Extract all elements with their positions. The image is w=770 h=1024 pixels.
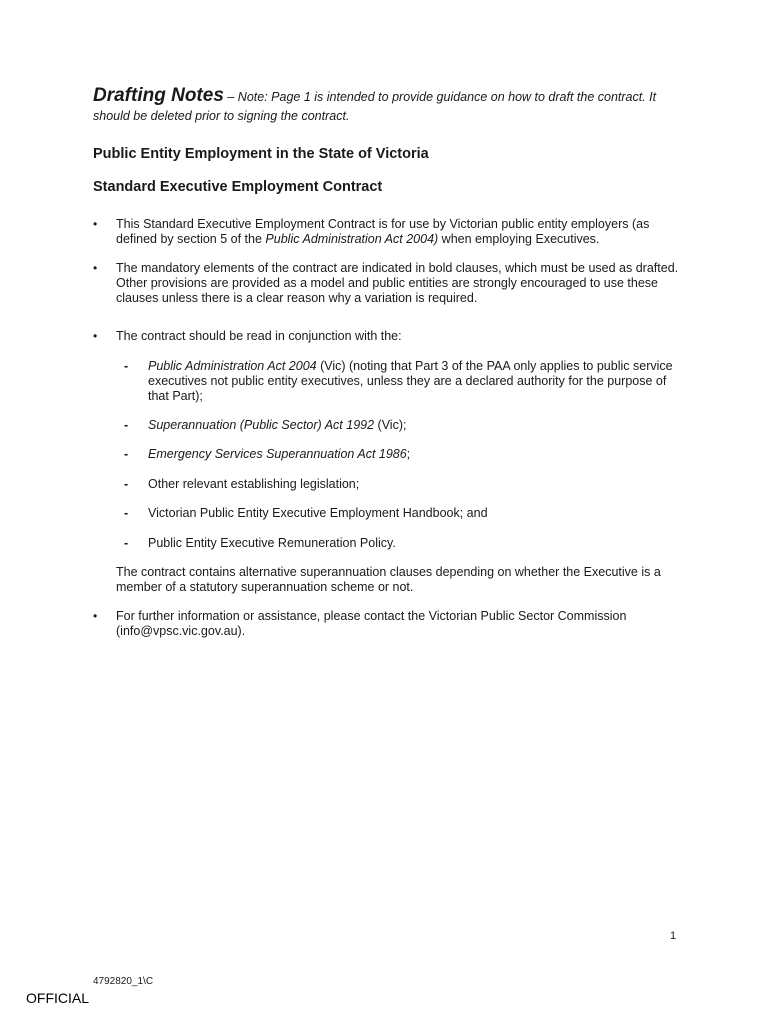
drafting-notes-text: – Note: Page 1 is intended to provide guidance on how to draft the contract. It should be deleted prior to signing the contract.	[93, 90, 657, 123]
page-number: 1	[670, 930, 677, 942]
bullet-item-contact	[93, 609, 683, 639]
sub-item-handbook	[124, 506, 684, 521]
bullet-item-mandatory	[93, 261, 683, 306]
bullet-icon: •	[93, 261, 98, 275]
bullet-text: For further information or assistance, please contact the Victorian Public Sector Commission (info@vpsc.vic.gov.au).	[116, 609, 627, 638]
drafting-notes	[93, 86, 673, 126]
sub-item-super-act	[124, 418, 684, 433]
dash-marker: -	[124, 477, 129, 491]
bullet-icon: •	[93, 217, 98, 231]
sub-item-text: Public Entity Executive Remuneration Policy.	[148, 536, 396, 550]
sub-item-text: Victorian Public Entity Executive Employment Handbook; and	[148, 506, 488, 520]
dash-marker: -	[124, 359, 129, 373]
bullet-text: This Standard Executive Employment Contract is for use by Victorian public entity employers (as defined by section 5 of the Public Administration Act 2004) when employing Executives.	[116, 217, 650, 246]
heading-entity-employment: Public Entity Employment in the State of Victoria	[93, 146, 429, 162]
bullet-icon: •	[93, 609, 98, 623]
bullet-text: The mandatory elements of the contract are indicated in bold clauses, which must be used as drafted. Other provisions are provided as a model and public entities are strongly encouraged to use these clauses unless there is a clear reason why a variation is required.	[116, 261, 679, 305]
sub-item-text: Public Administration Act 2004 (Vic) (noting that Part 3 of the PAA only applies to public service executives not public entity executives, unless they are a declared authority for the purpose of that Part);	[148, 359, 673, 403]
sub-item-text: Superannuation (Public Sector) Act 1992 (Vic);	[148, 418, 407, 432]
dash-marker: -	[124, 506, 129, 520]
sub-item-text: Other relevant establishing legislation;	[148, 477, 360, 491]
bullet-item-read-with	[93, 329, 683, 344]
dash-marker: -	[124, 447, 129, 461]
dash-marker: -	[124, 536, 129, 550]
sub-item-text: Emergency Services Superannuation Act 1986;	[148, 447, 411, 461]
dash-marker: -	[124, 418, 129, 432]
sub-item-establishing-legislation	[124, 477, 684, 492]
bullet-item-usage	[93, 217, 683, 247]
sub-item-pa-act	[124, 359, 684, 404]
bullet-text: The contract should be read in conjunction with the:	[116, 329, 402, 343]
sub-item-emergency-act	[124, 447, 684, 462]
sub-item-remuneration-policy	[124, 536, 684, 551]
document-id: 4792820_1\C	[93, 976, 154, 987]
bullet-icon: •	[93, 329, 98, 343]
classification-label: OFFICIAL	[26, 990, 90, 1006]
superannuation-note: The contract contains alternative superannuation clauses depending on whether the Executive is a member of a statutory superannuation scheme or not.	[116, 565, 661, 594]
heading-contract-title: Standard Executive Employment Contract	[93, 179, 383, 195]
drafting-notes-title: Drafting Notes	[93, 85, 224, 106]
